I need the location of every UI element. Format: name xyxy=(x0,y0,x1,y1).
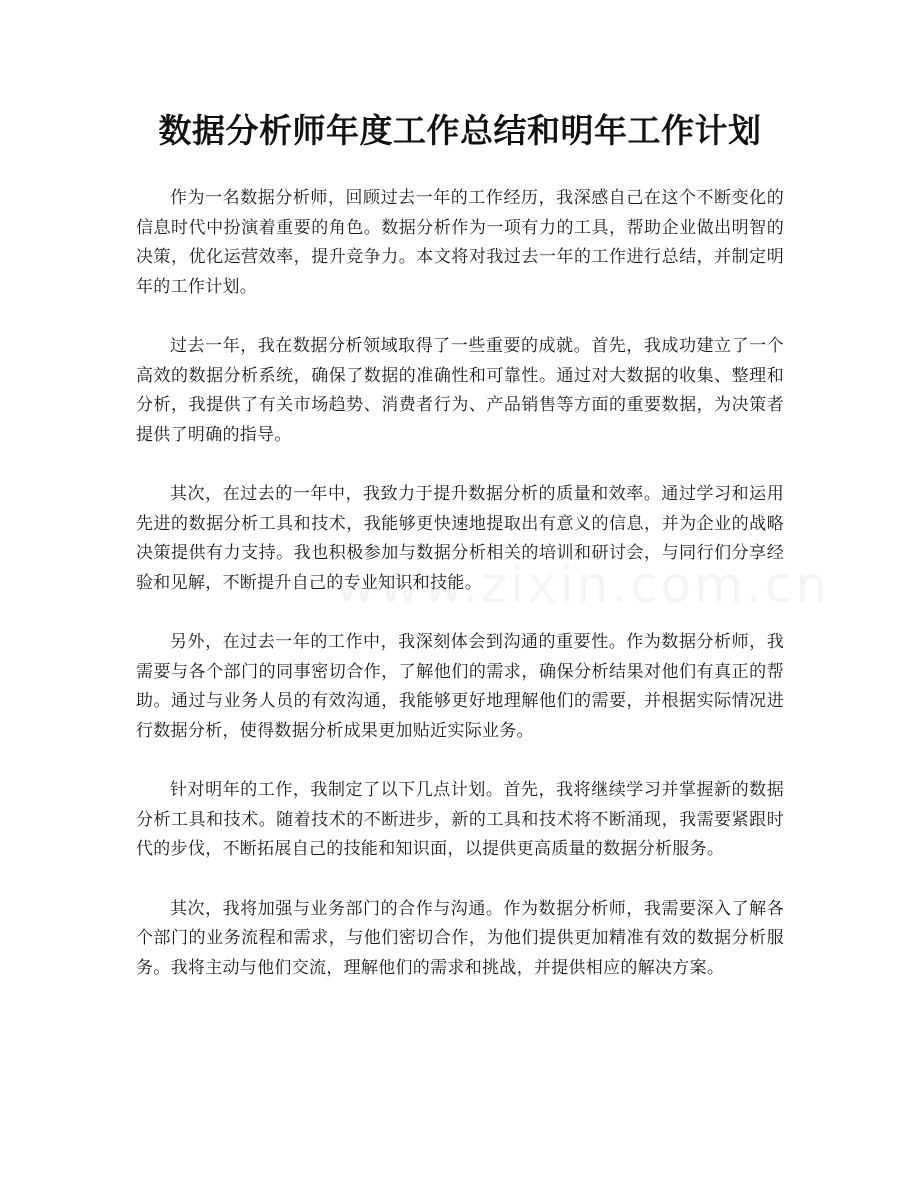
paragraph-1: 作为一名数据分析师，回顾过去一年的工作经历，我深感自己在这个不断变化的信息时代中扮演着重要的角色。数据分析作为一项有力的工具，帮助企业做出明智的决策，优化运营效率，提升竞争力。本文将对我过去一年的工作进行总结，并制定明年的工作计划。 xyxy=(136,188,784,297)
document-body xyxy=(136,184,784,1013)
paragraph-4: 另外，在过去一年的工作中，我深刻体会到沟通的重要性。作为数据分析师，我需要与各个部门的同事密切合作，了解他们的需求，确保分析结果对他们有真正的帮助。通过与业务人员的有效沟通，我能够更好地理解他们的需要，并根据实际情况进行数据分析，使得数据分析成果更加贴近实际业务。 xyxy=(136,632,784,741)
paragraph-2: 过去一年，我在数据分析领域取得了一些重要的成就。首先，我成功建立了一个高效的数据分析系统，确保了数据的准确性和可靠性。通过对大数据的收集、整理和分析，我提供了有关市场趋势、消费者行为、产品销售等方面的重要数据，为决策者提供了明确的指导。 xyxy=(136,336,784,445)
paragraph-3: 其次，在过去的一年中，我致力于提升数据分析的质量和效率。通过学习和运用先进的数据分析工具和技术，我能够更快速地提取出有意义的信息，并为企业的战略决策提供有力支持。我也积极参加与数据分析相关的培训和研讨会，与同行们分享经验和见解，不断提升自己的专业知识和技能。 xyxy=(136,484,784,593)
paragraph-5: 针对明年的工作，我制定了以下几点计划。首先，我将继续学习并掌握新的数据分析工具和技术。随着技术的不断进步，新的工具和技术将不断涌现，我需要紧跟时代的步伐，不断拓展自己的技能和知识面，以提供更高质量的数据分析服务。 xyxy=(136,780,784,859)
document-title: 数据分析师年度工作总结和明年工作计划 xyxy=(158,111,762,150)
paragraph-6: 其次，我将加强与业务部门的合作与沟通。作为数据分析师，我需要深入了解各个部门的业务流程和需求，与他们密切合作，为他们提供更加精准有效的数据分析服务。我将主动与他们交流，理解他们的需求和挑战，并提供相应的解决方案。 xyxy=(136,898,784,978)
